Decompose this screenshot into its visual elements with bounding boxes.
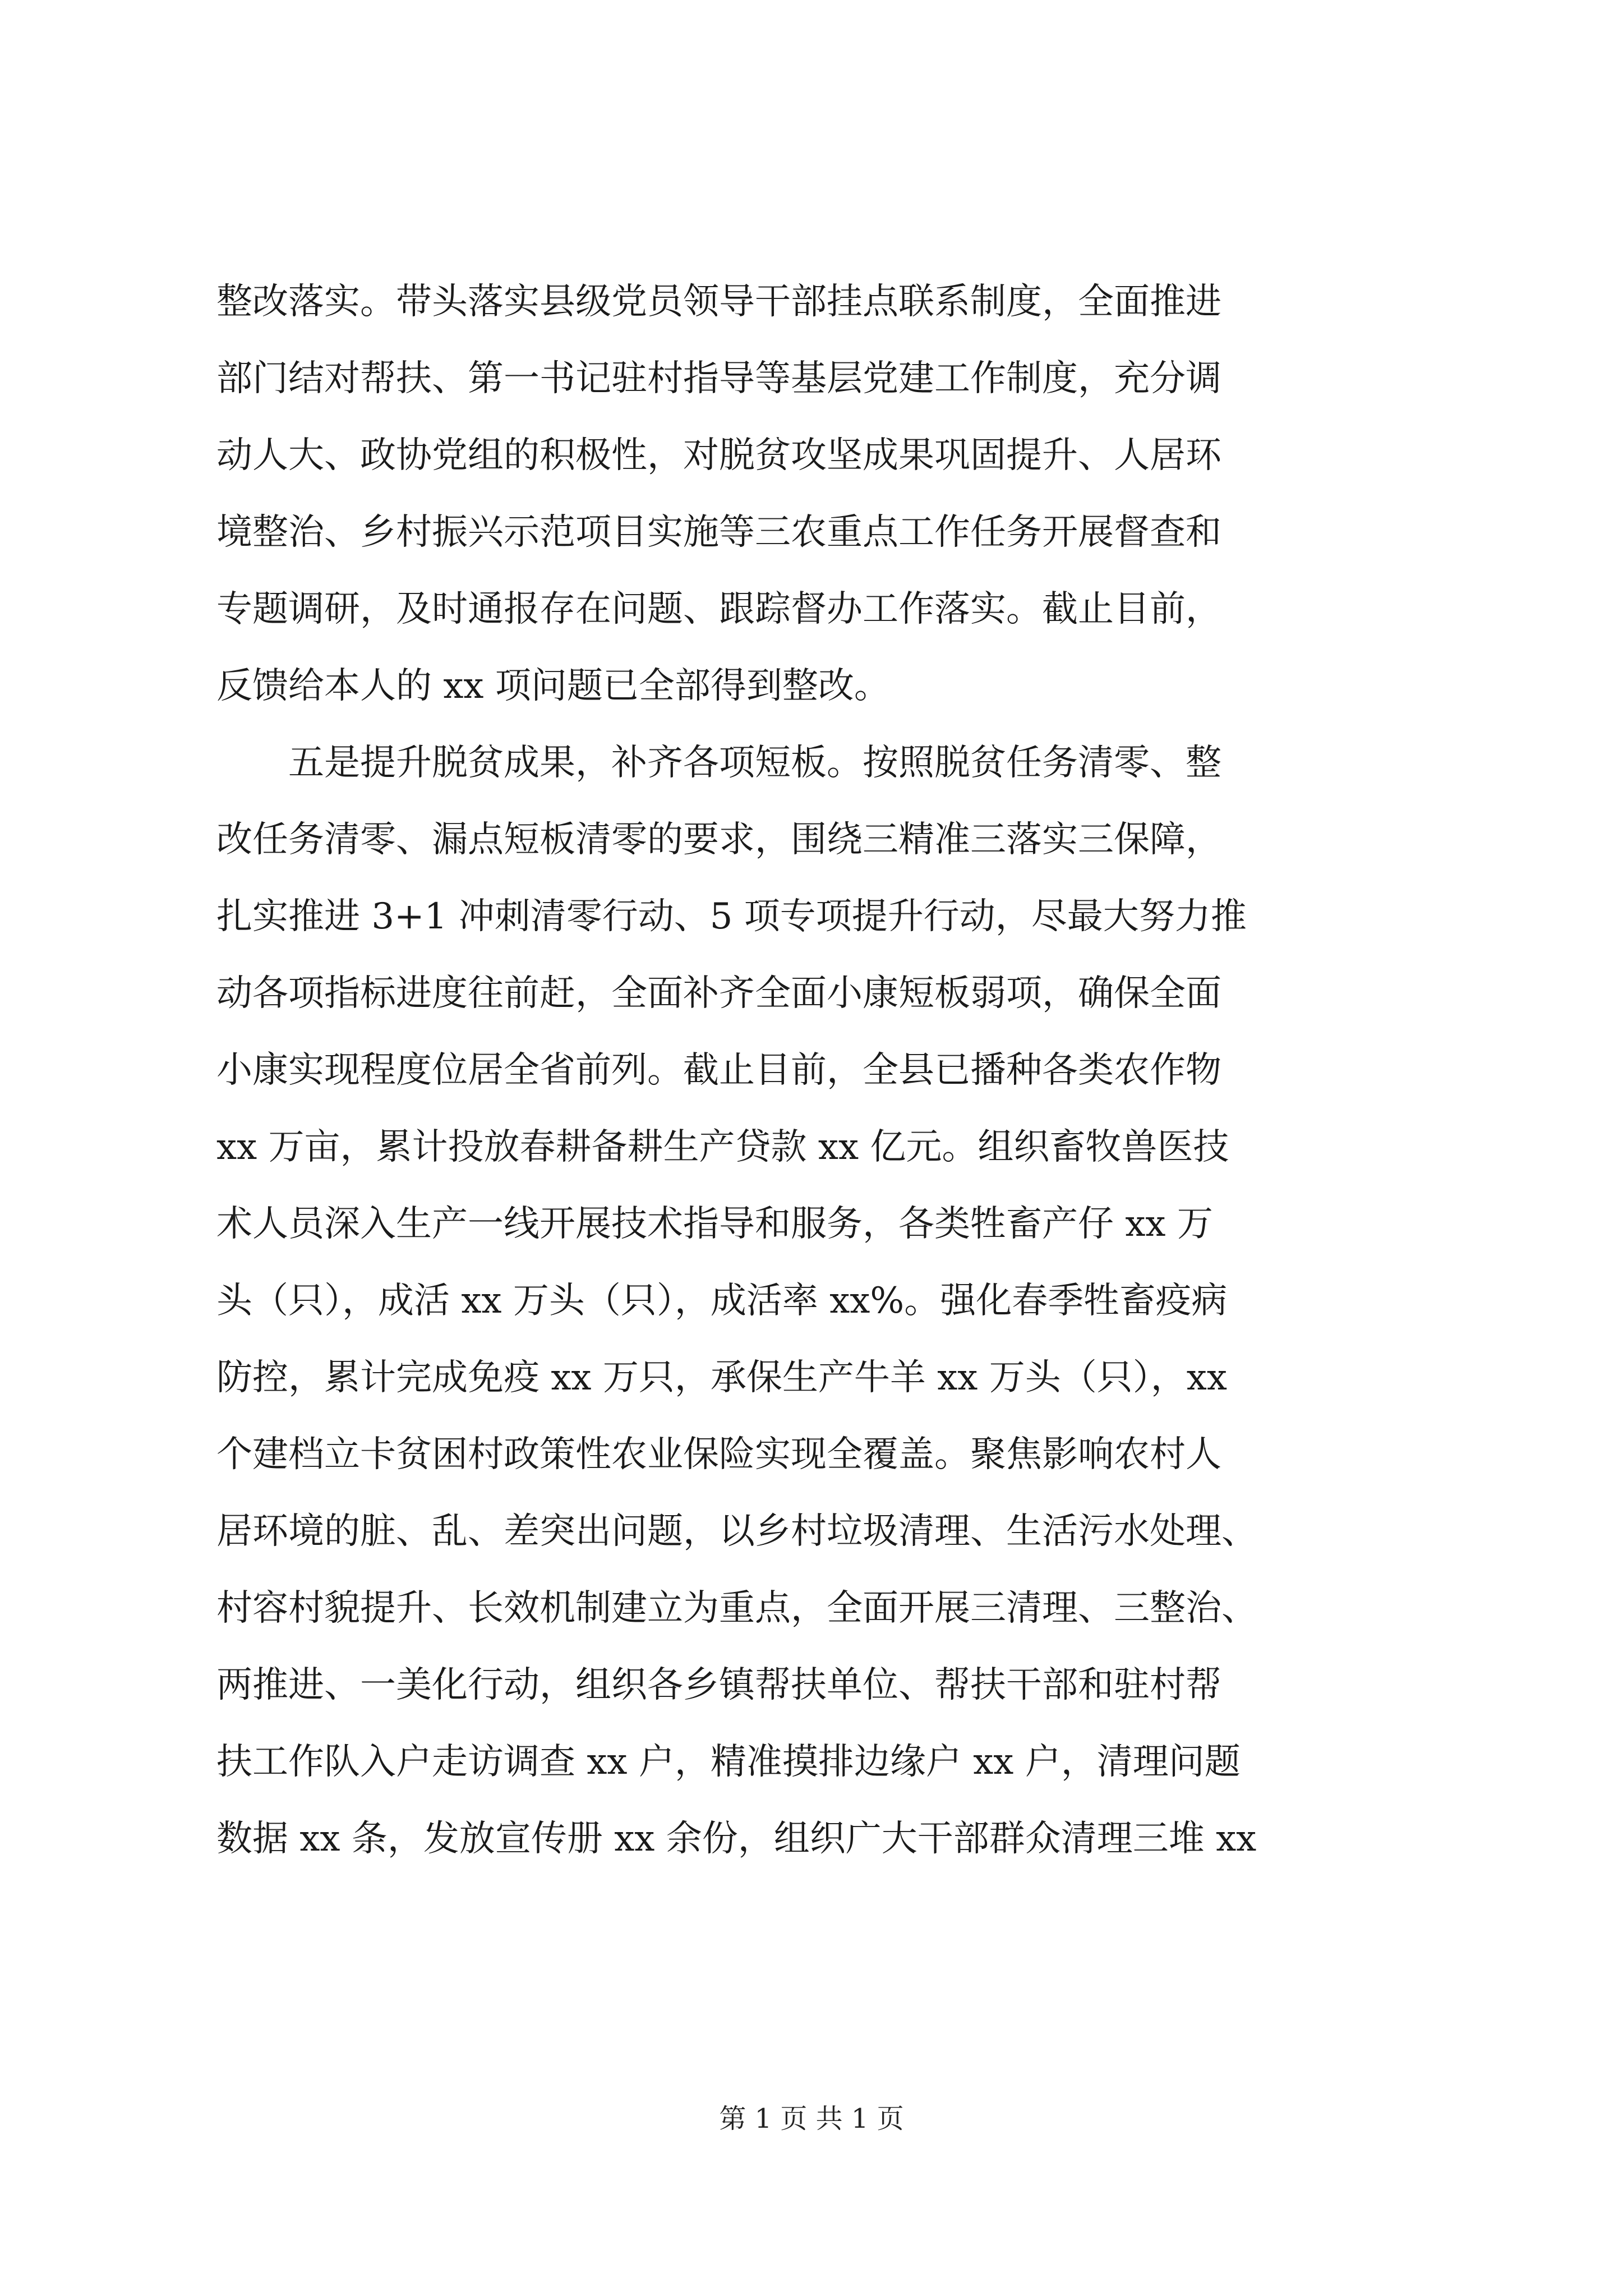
text-line-6: 反馈给本人的 xx 项问题已全部得到整改。: [216, 665, 890, 707]
text-line-16: 个建档立卡贫困村政策性农业保险实现全覆盖。聚焦影响农村人: [216, 1434, 1221, 1475]
text-line-12: xx 万亩，累计投放春耕备耕生产贷款 xx 亿元。组织畜牧兽医技: [216, 1126, 1229, 1168]
text-line-7: 五是提升脱贫成果，补齐各项短板。按照脱贫任务清零、整: [216, 742, 1221, 784]
text-line-11: 小康实现程度位居全省前列。截止目前，全县已播种各类农作物: [216, 1050, 1221, 1091]
text-line-9: 扎实推进 3+1 冲刺清零行动、5 项专项提升行动，尽最大努力推: [216, 896, 1247, 937]
text-line-15: 防控，累计完成免疫 xx 万只，承保生产牛羊 xx 万头（只），xx: [216, 1357, 1227, 1398]
text-line-3: 动人大、政协党组的积极性，对脱贫攻坚成果巩固提升、人居环: [216, 435, 1221, 476]
text-line-4: 境整治、乡村振兴示范项目实施等三农重点工作任务开展督查和: [216, 512, 1221, 553]
text-line-8: 改任务清零、漏点短板清零的要求，围绕三精准三落实三保障，: [216, 819, 1221, 861]
text-line-14: 头（只），成活 xx 万头（只），成活率 xx%。强化春季牲畜疫病: [216, 1280, 1228, 1322]
text-line-13: 术人员深入生产一线开展技术指导和服务，各类牲畜产仔 xx 万: [216, 1203, 1213, 1245]
text-line-21: 数据 xx 条，发放宣传册 xx 余份，组织广大干部群众清理三堆 xx: [216, 1818, 1257, 1860]
text-line-17: 居环境的脏、乱、差突出问题，以乡村垃圾清理、生活污水处理、: [216, 1511, 1257, 1552]
text-line-20: 扶工作队入户走访调查 xx 户，精准摸排边缘户 xx 户，清理问题: [216, 1741, 1241, 1783]
text-line-19: 两推进、一美化行动，组织各乡镇帮扶单位、帮扶干部和驻村帮: [216, 1664, 1221, 1706]
body-text: [216, 264, 1411, 1878]
page-number-footer: 第 1 页 共 1 页: [719, 2103, 904, 2134]
text-line-2: 部门结对帮扶、第一书记驻村指导等基层党建工作制度，充分调: [216, 358, 1221, 399]
text-line-5: 专题调研，及时通报存在问题、跟踪督办工作落实。截止目前，: [216, 588, 1221, 630]
text-line-18: 村容村貌提升、长效机制建立为重点，全面开展三清理、三整治、: [216, 1588, 1257, 1629]
text-line-1: 整改落实。带头落实县级党员领导干部挂点联系制度，全面推进: [216, 281, 1221, 323]
text-line-10: 动各项指标进度往前赶，全面补齐全面小康短板弱项，确保全面: [216, 973, 1221, 1014]
